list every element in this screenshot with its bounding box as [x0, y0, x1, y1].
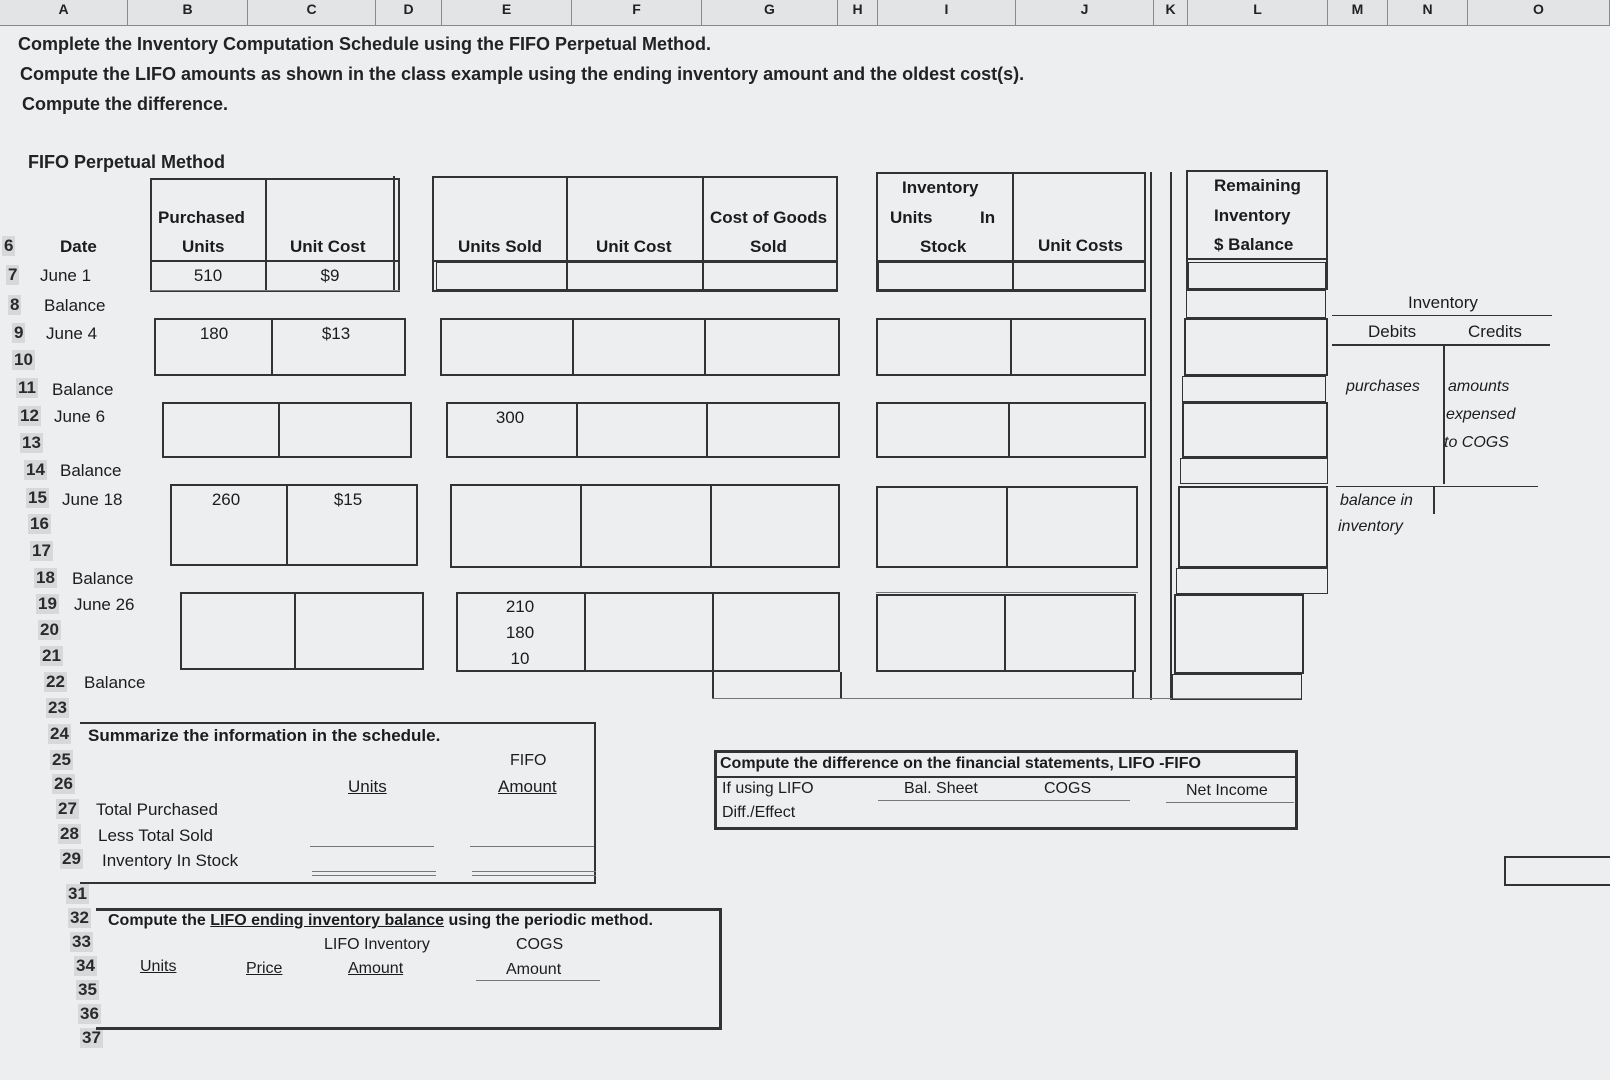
row-number[interactable]: 10 [14, 350, 33, 369]
col-header-a[interactable]: A [0, 0, 128, 26]
balance5-cell[interactable] [1172, 674, 1302, 700]
row-number[interactable]: 20 [40, 620, 59, 639]
lifo-cogs-amount-header: Amount [506, 961, 562, 978]
divider [1170, 172, 1172, 700]
divider [712, 592, 714, 672]
col-header-f[interactable]: F [572, 0, 702, 26]
divider [710, 484, 712, 568]
lifo-cogs-label: COGS [516, 936, 564, 953]
summary-units-double-line [312, 871, 436, 872]
row-number[interactable]: 35 [78, 980, 97, 999]
june4-units[interactable]: 180 [199, 324, 229, 343]
header-remaining: Remaining [1214, 176, 1301, 195]
row-number[interactable]: 25 [52, 750, 71, 769]
lifo-price-header: Price [246, 960, 283, 977]
t-account-inventory: inventory [1338, 518, 1403, 535]
june1-inv-cells[interactable] [878, 262, 1146, 290]
summary-amount-double-line [472, 871, 596, 872]
divider [584, 592, 586, 672]
balance-label[interactable]: Balance [72, 569, 134, 588]
balance1-cell[interactable] [1186, 290, 1326, 318]
row-number[interactable]: 24 [50, 724, 69, 743]
col-header-m[interactable]: M [1328, 0, 1388, 26]
col-header-c[interactable]: C [248, 0, 376, 26]
divider [150, 290, 400, 291]
col-header-i[interactable]: I [878, 0, 1016, 26]
lifo-title-underlined: LIFO ending inventory balance [210, 912, 445, 929]
col-header-h[interactable]: H [838, 0, 878, 26]
header-unit-costs: Unit Costs [1038, 236, 1123, 255]
divider [1008, 402, 1010, 458]
row-number[interactable]: 11 [18, 378, 36, 397]
june4-sold-box[interactable] [440, 318, 840, 376]
june18-cost[interactable]: $15 [333, 490, 363, 509]
summary-fifo-label: FIFO [510, 752, 547, 769]
summary-title: Summarize the information in the schedule. [88, 726, 441, 745]
row-number[interactable]: 32 [70, 908, 89, 927]
row-number[interactable]: 8 [10, 295, 20, 314]
divider [878, 800, 1130, 801]
header-inventory-units: Units [890, 208, 933, 227]
june6-inv-box[interactable] [876, 402, 1146, 458]
instruction-3: Compute the difference. [22, 94, 229, 114]
t-account-divider [1443, 344, 1445, 484]
row-number[interactable]: 14 [26, 460, 45, 479]
divider [1010, 318, 1012, 376]
divider [476, 980, 600, 981]
divider [712, 672, 714, 698]
header-remaining-inventory: Inventory [1214, 206, 1291, 225]
lifo-units-header: Units [140, 958, 177, 975]
balance-label[interactable]: Balance [44, 296, 106, 315]
col-header-o[interactable]: O [1468, 0, 1610, 26]
summary-units-line [310, 846, 434, 847]
header-cogs: Cost of Goods [710, 208, 828, 227]
divider [580, 484, 582, 568]
june1-sold-cells[interactable] [436, 262, 838, 290]
header-remaining-balance: $ Balance [1214, 235, 1294, 254]
row-number[interactable]: 17 [32, 541, 51, 560]
summary-total-purchased: Total Purchased [96, 800, 218, 819]
june1-date[interactable]: June 1 [40, 266, 92, 285]
row-number[interactable]: 9 [14, 323, 24, 342]
june1-units[interactable]: 510 [193, 266, 223, 285]
june6-units-sold[interactable]: 300 [495, 408, 525, 427]
divider [271, 318, 273, 376]
lifo-title-suffix: using the periodic method. [444, 912, 653, 929]
june18-units[interactable]: 260 [211, 490, 241, 509]
divider [1336, 486, 1538, 487]
difference-net-income: Net Income [1186, 782, 1268, 799]
balance4-cell[interactable] [1176, 568, 1328, 594]
divider [572, 318, 574, 376]
lifo-amount-header: Amount [348, 960, 404, 977]
difference-cogs: COGS [1044, 780, 1092, 797]
difference-bal-sheet: Bal. Sheet [904, 780, 978, 797]
june4-date[interactable]: June 4 [46, 324, 98, 343]
difference-if-using-lifo: If using LIFO [722, 780, 814, 797]
column-header-bar [0, 0, 1610, 26]
june26-balance-box[interactable] [1174, 594, 1304, 674]
divider [1132, 672, 1134, 698]
lifo-title-prefix: Compute the [108, 912, 211, 929]
header-units: Units [182, 237, 225, 256]
june6-purchase-box[interactable] [162, 402, 412, 458]
summary-amount-line [470, 846, 594, 847]
june18-balance-box[interactable] [1178, 486, 1328, 568]
t-account-amounts: amounts [1448, 378, 1510, 395]
divider [576, 402, 578, 458]
balance-label[interactable]: Balance [60, 461, 122, 480]
divider [1004, 594, 1006, 672]
t-account-title: Inventory [1408, 293, 1478, 312]
col-header-e[interactable]: E [442, 0, 572, 26]
header-inventory-stock: Stock [920, 237, 967, 256]
row-number[interactable]: 28 [60, 824, 79, 843]
t-account-credits: Credits [1468, 322, 1522, 341]
t-account-to-cogs: to COGS [1444, 434, 1509, 451]
june4-cost[interactable]: $13 [321, 324, 351, 343]
divider [294, 592, 296, 670]
june1-balance-cell[interactable] [1188, 262, 1326, 290]
header-units-sold: Units Sold [458, 237, 543, 256]
row-number[interactable]: 37 [82, 1028, 101, 1047]
section-title: FIFO Perpetual Method [28, 152, 226, 172]
header-purchased: Purchased [158, 208, 245, 227]
col-header-d[interactable]: D [376, 0, 442, 26]
divider [1186, 258, 1328, 260]
header-inventory-in: In [980, 208, 996, 227]
divider [840, 672, 842, 698]
june26-purchase-box[interactable] [180, 592, 424, 670]
row-number[interactable]: 12 [20, 406, 39, 425]
row-number[interactable]: 13 [22, 433, 41, 452]
selected-cell[interactable] [1504, 856, 1610, 886]
col-header-j[interactable]: J [1016, 0, 1154, 26]
t-account-expensed: expensed [1446, 406, 1516, 423]
divider [278, 402, 280, 458]
header-cogs-sold: Sold [750, 237, 787, 256]
divider [265, 178, 267, 292]
divider [876, 592, 1138, 593]
row-number[interactable]: 26 [54, 774, 73, 793]
header-unit-cost-sold: Unit Cost [596, 237, 672, 256]
row-number[interactable]: 7 [8, 265, 18, 284]
divider [1006, 486, 1008, 568]
t-account-top-bar [1332, 344, 1550, 346]
col-header-b[interactable]: B [128, 0, 248, 26]
june26-date[interactable]: June 26 [74, 595, 135, 614]
col-header-g[interactable]: G [702, 0, 838, 26]
t-account-purchases: purchases [1346, 378, 1420, 395]
summary-less-total-sold: Less Total Sold [98, 826, 213, 845]
balance-label[interactable]: Balance [52, 380, 114, 399]
t-account-divider [1433, 486, 1435, 514]
june26-sold-1[interactable]: 210 [505, 597, 535, 616]
june26-sold-3[interactable]: 10 [510, 649, 530, 668]
divider [1332, 315, 1552, 316]
summary-amount-double-line [472, 875, 596, 876]
row-number[interactable]: 36 [80, 1004, 99, 1023]
header-date: Date [60, 237, 97, 256]
june6-date[interactable]: June 6 [54, 407, 106, 426]
row-number[interactable]: 15 [28, 488, 47, 507]
col-header-n[interactable]: N [1388, 0, 1468, 26]
row-number[interactable]: 21 [42, 646, 61, 665]
row-number[interactable]: 6 [4, 236, 14, 255]
june26-sold-2[interactable]: 180 [505, 623, 535, 642]
lifo-title [108, 912, 653, 930]
row-number[interactable]: 18 [36, 568, 55, 587]
divider [1150, 172, 1152, 700]
summary-units-double-line [312, 875, 436, 876]
col-header-k[interactable]: K [1154, 0, 1188, 26]
june4-balance-box[interactable] [1184, 318, 1328, 376]
lifo-inventory-label: LIFO Inventory [324, 936, 430, 953]
balance-label[interactable]: Balance [84, 673, 146, 692]
june26-inv-box[interactable] [876, 594, 1136, 672]
header-inventory: Inventory [902, 178, 979, 197]
col-header-l[interactable]: L [1188, 0, 1328, 26]
divider [286, 484, 288, 566]
row-number[interactable]: 19 [38, 594, 57, 613]
summary-inventory-in-stock: Inventory In Stock [102, 851, 239, 870]
divider [150, 260, 400, 262]
t-account-balance-in: balance in [1340, 492, 1413, 509]
june1-cost[interactable]: $9 [320, 266, 340, 285]
june18-date[interactable]: June 18 [62, 490, 123, 509]
balance3-cell[interactable] [1180, 458, 1328, 484]
difference-diff-effect: Diff./Effect [722, 804, 796, 821]
balance2-cell[interactable] [1182, 376, 1326, 402]
divider [714, 776, 1298, 778]
instruction-2: Compute the LIFO amounts as shown in the class example using the ending inventory amount and the oldest cost(s). [20, 64, 1025, 84]
header-unit-cost: Unit Cost [290, 237, 366, 256]
row-number[interactable]: 34 [76, 956, 95, 975]
divider [393, 176, 395, 292]
june18-sold-box[interactable] [450, 484, 840, 568]
t-account-debits: Debits [1368, 322, 1417, 341]
instruction-1: Complete the Inventory Computation Schedule using the FIFO Perpetual Method. [18, 34, 712, 54]
divider [1166, 802, 1294, 803]
june6-balance-box[interactable] [1182, 402, 1328, 458]
row-number[interactable]: 31 [68, 884, 87, 903]
row-number[interactable]: 22 [46, 672, 65, 691]
summary-amount-header: Amount [498, 777, 557, 796]
row-number[interactable]: 27 [58, 799, 77, 818]
row-number[interactable]: 29 [62, 849, 81, 868]
row-number[interactable]: 16 [30, 514, 49, 533]
difference-title: Compute the difference on the financial statements, LIFO -FIFO [720, 755, 1201, 772]
row-number[interactable]: 33 [72, 932, 91, 951]
row-number[interactable]: 23 [48, 698, 67, 717]
divider [704, 318, 706, 376]
divider [706, 402, 708, 458]
summary-units-header: Units [348, 777, 387, 796]
